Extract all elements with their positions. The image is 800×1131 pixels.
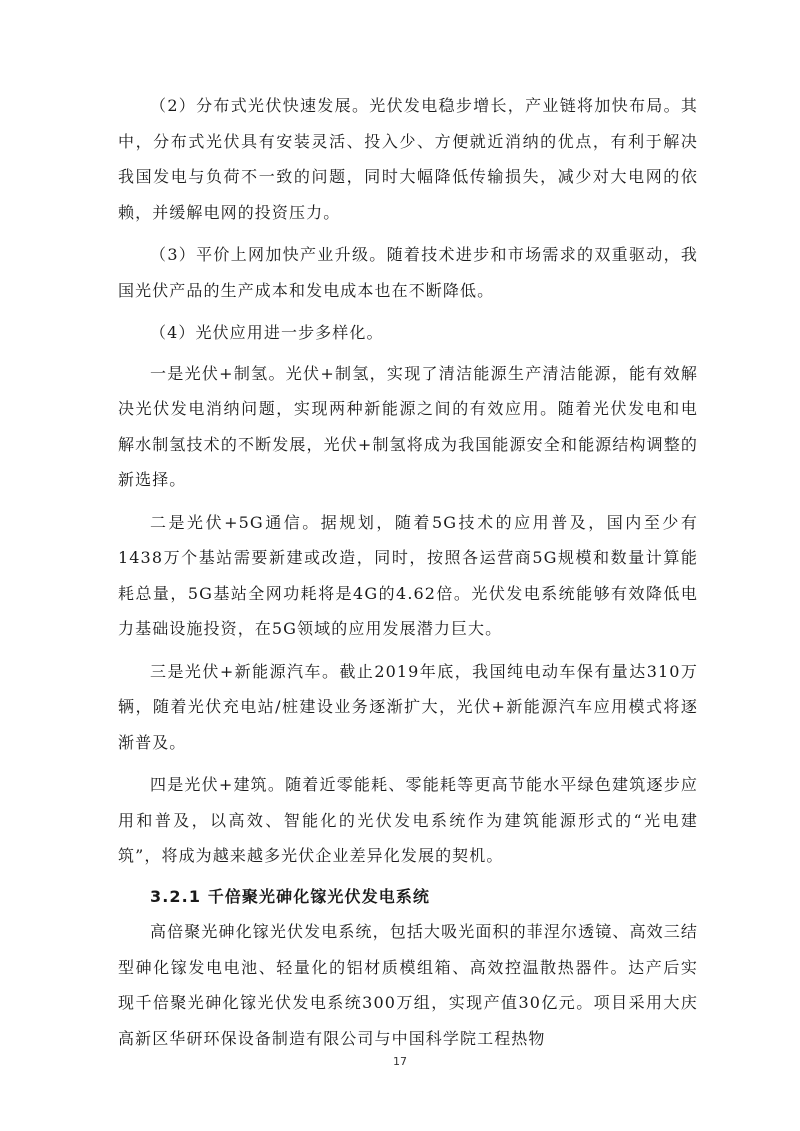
page-body xyxy=(118,88,698,1063)
paragraph-pv-5g: 二是光伏+5G通信。据规划，随着5G技术的应用普及，国内至少有1438万个基站需要新建或改造，同时，按照各运营商5G规模和数量计算能耗总量，5G基站全网功耗将是4G的4.62倍。光伏发电系统能够有效降低电力基础设施投资，在5G领域的应用发展潜力巨大。 xyxy=(118,512,698,638)
paragraph-distributed-pv: （2）分布式光伏快速发展。光伏发电稳步增长，产业链将加快布局。其中，分布式光伏具有安装灵活、投入少、方便就近消纳的优点，有利于解决我国发电与负荷不一致的问题，同时大幅降低传输损失，减少对大电网的依赖，并缓解电网的投资压力。 xyxy=(118,96,698,222)
paragraph-pv-ev: 三是光伏+新能源汽车。截止2019年底，我国纯电动车保有量达310万辆，随着光伏充电站/桩建设业务逐渐扩大，光伏+新能源汽车应用模式将逐渐普及。 xyxy=(118,661,698,752)
section-heading: 3.2.1 千倍聚光砷化镓光伏发电系统 xyxy=(150,886,431,906)
paragraph-pv-hydrogen: 一是光伏+制氢。光伏+制氢，实现了清洁能源生产清洁能源，能有效解决光伏发电消纳问题，实现两种新能源之间的有效应用。随着光伏发电和电解水制氢技术的不断发展，光伏+制氢将成为我国能源安全和能源结构调整的新选择。 xyxy=(118,363,698,489)
paragraph-grid-parity: （3）平价上网加快产业升级。随着技术进步和市场需求的双重驱动，我国光伏产品的生产成本和发电成本也在不断降低。 xyxy=(118,245,698,300)
page-number: 17 xyxy=(393,1055,407,1068)
paragraph-pv-building: 四是光伏+建筑。随着近零能耗、零能耗等更高节能水平绿色建筑逐步应用和普及，以高效、智能化的光伏发电系统作为建筑能源形式的“光电建筑”，将成为越来越多光伏企业差异化发展的契机。 xyxy=(118,775,698,865)
paragraph-diversification: （4）光伏应用进一步多样化。 xyxy=(150,323,384,342)
paragraph-gaas-system: 高倍聚光砷化镓光伏发电系统，包括大吸光面积的菲涅尔透镜、高效三结型砷化镓发电电池、轻量化的铝材质模组箱、高效控温散热器件。达产后实现千倍聚光砷化镓光伏发电系统300万组，实现产值30亿元。项目采用大庆高新区华研环保设备制造有限公司与中国科学院工程热物 xyxy=(118,922,698,1048)
